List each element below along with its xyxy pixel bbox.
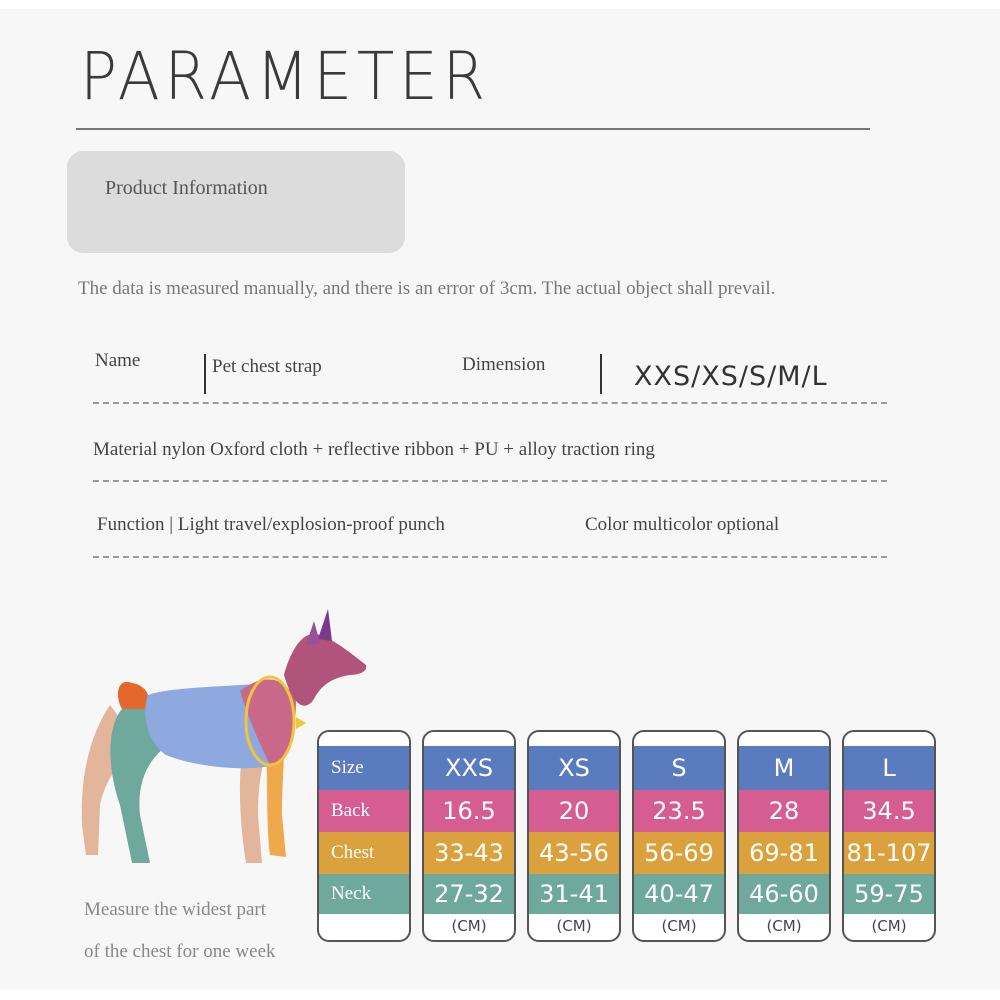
row-divider-2: [93, 480, 887, 482]
neck-row-label: Neck: [319, 874, 409, 914]
unit-label: (CM): [766, 917, 802, 935]
row-divider-1: [93, 402, 887, 404]
dimension-value: XXS/XS/S/M/L: [634, 361, 828, 392]
chest-value: 33-43: [424, 832, 514, 874]
chest-value: 81-107: [844, 832, 934, 874]
size-value: XS: [529, 746, 619, 790]
back-value: 28: [739, 790, 829, 832]
unit-label: (CM): [556, 917, 592, 935]
size-card-xxs: [422, 730, 516, 942]
bottom-band: [0, 990, 1000, 1000]
size-card-s: [632, 730, 726, 942]
unit-label: (CM): [871, 917, 907, 935]
chest-value: 43-56: [529, 832, 619, 874]
dimension-divider: [600, 354, 602, 394]
back-value: 20: [529, 790, 619, 832]
neck-value: 40-47: [634, 874, 724, 914]
name-label: Name: [95, 350, 141, 371]
page-title: PARAMETER: [80, 38, 490, 115]
size-value: M: [739, 746, 829, 790]
chest-value: 69-81: [739, 832, 829, 874]
product-information-box: [67, 151, 405, 253]
back-row-label: Back: [319, 790, 409, 832]
name-value: Pet chest strap: [212, 356, 322, 377]
neck-value: 31-41: [529, 874, 619, 914]
title-rule: [76, 128, 870, 130]
material-text: Material nylon Oxford cloth + reflective ribbon + PU + alloy traction ring: [93, 439, 655, 460]
size-label-card: [317, 730, 411, 942]
unit-label: (CM): [661, 917, 697, 935]
size-value: S: [634, 746, 724, 790]
neck-value: 59-75: [844, 874, 934, 914]
chest-row-label: Chest: [319, 832, 409, 874]
measurement-note: The data is measured manually, and there is an error of 3cm. The actual object shall prevail.: [78, 278, 776, 299]
size-card-l: [842, 730, 936, 942]
neck-value: 46-60: [739, 874, 829, 914]
function-text: Function | Light travel/explosion-proof punch: [97, 514, 445, 535]
size-row-label: Size: [319, 746, 409, 790]
size-value: XXS: [424, 746, 514, 790]
row-divider-3: [93, 556, 887, 558]
dimension-label: Dimension: [462, 354, 546, 375]
chest-value: 56-69: [634, 832, 724, 874]
back-value: 23.5: [634, 790, 724, 832]
back-value: 16.5: [424, 790, 514, 832]
measure-note-line-2: of the chest for one week: [84, 941, 276, 962]
color-text: Color multicolor optional: [585, 514, 780, 535]
unit-label: (CM): [451, 917, 487, 935]
name-divider: [204, 354, 206, 394]
back-value: 34.5: [844, 790, 934, 832]
neck-value: 27-32: [424, 874, 514, 914]
top-band: [0, 0, 1000, 9]
size-value: L: [844, 746, 934, 790]
size-card-m: [737, 730, 831, 942]
size-card-xs: [527, 730, 621, 942]
measure-note-line-1: Measure the widest part: [84, 899, 267, 920]
product-information-label: Product Information: [105, 177, 268, 199]
